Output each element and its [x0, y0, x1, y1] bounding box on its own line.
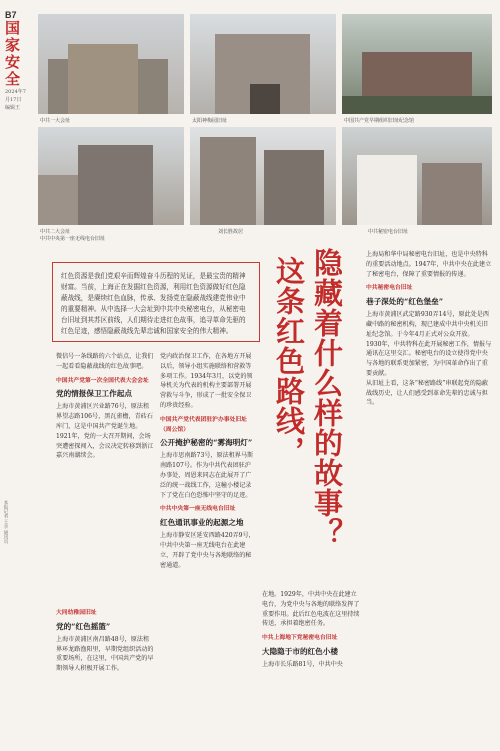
photo-caption-6: 刘长胜故居: [218, 229, 244, 235]
section-title: 红色通讯事业的起源之地: [160, 518, 244, 528]
photo-caption-2: 太阳神梅园旧址: [192, 118, 228, 124]
article-column-4: [366, 250, 492, 744]
section-kicker: 中国共产党第一次全国代表大会会址: [56, 377, 149, 384]
section-title: 大隐隐于市的红色小楼: [262, 646, 338, 656]
byline-note: 本报记者 王亲 通讯员: [3, 500, 8, 544]
editor-name: 编辑王: [5, 105, 21, 111]
col3-p2: 上海市长乐路81号，中共中央: [262, 660, 343, 668]
photo-site-1: [38, 14, 184, 114]
headline-line-1: 隐藏着什么样的故事？: [310, 248, 344, 548]
col1b-p1: 上海市黄浦区南昌路48号，原法租界环龙路渔阳里，早期党组织活动的重要场所，在这里，中国共产党的早期领导人积极开展工作。: [56, 635, 154, 673]
intro-box: [52, 262, 260, 342]
section-title: 党的“红色摇篮”: [56, 621, 111, 631]
photo-site-6: [342, 127, 492, 225]
section-kicker: 中共秘密电台旧址: [366, 285, 413, 292]
photo-site-3: [342, 14, 492, 114]
col4-p2: 上海市黄浦区武定路930弄14号，原此处是西藏中路的秘密机构，现已建成中共中央机关旧址纪念馆。于今年4月正式对公众开放。: [366, 311, 489, 338]
article-column-2: [160, 352, 256, 744]
photo-caption-7: 中共秘密电台旧址: [368, 229, 409, 235]
section-title: 巷子深处的“红色堡垒”: [366, 297, 444, 307]
section-title: 公开掩护秘密的“雾海明灯”: [160, 438, 253, 448]
article-column-1: [56, 352, 154, 602]
col2-p2: 上海市思南路73号，原法租界马斯南路107号。作为中共代表团驻沪办事处，周恩来同志在此展开了广泛的统一战线工作，这幢小楼记录下了党在白色恐怖中坚守的足迹。: [160, 452, 254, 499]
section-kicker: 大同幼稚园旧址: [56, 610, 97, 616]
col2-p1: 党内政治保卫工作，在各地方开展以后，领导小组实施联络和营救等多项工作。1934年3月，以党的领导机关为代表的机构主要部署开展营救与斗争，形成了一批安全保卫的珍贵经验。: [160, 353, 253, 409]
article-column-1b: [56, 604, 154, 744]
photo-site-2: [190, 14, 336, 114]
col1-p1: 微信号一条线路的六个站点，让我们一起看看隐蔽战线的红色故事吧。: [56, 353, 154, 370]
section-title: 国家安全: [5, 19, 21, 88]
photo-site-5: [190, 127, 336, 225]
photo-caption-1: 中共一大会址: [40, 118, 71, 124]
section-kicker: 中共中央第一座无线电台旧址: [160, 506, 236, 513]
col4-p4: 从旧址上看，这条“秘密路线”串联起党的隐蔽战线历史，让人们感受到革命先辈的忠诚与担当。: [366, 379, 489, 407]
photo-site-4: [38, 127, 184, 225]
intro-text: 红色资源是我们党艰辛而辉煌奋斗历程的见证，是最宝贵的精神财富。当前，上海正在发掘红色资源，利用红色资源做好红色隐蔽战线，是赓续红色血脉，传承、发扬党在隐蔽战线建党伟业中的重要精神。从中选择一大会址到中共中央秘密电台，从秘密电台旧址到其苏区前线，人们期待走进红色故事，追寻革命先驱的红色足迹，感悟隐蔽战线先辈忠诚和国家安全的伟大精神。: [61, 272, 246, 335]
section-kicker: 中国共产党代表团驻沪办事处旧址（周公馆）: [160, 416, 247, 433]
photo-grid: [38, 14, 492, 240]
col3-p1: 在地。1929年，中共中央在此建立电台，为党中央与各地的联络发挥了重要作用。此后红色电波在这里持续传送，承担着绝密任务。: [262, 591, 360, 628]
issue-date: 2024年7月17日: [5, 89, 26, 103]
photo-caption-4: 中共二大会址: [40, 229, 71, 235]
left-rail: [0, 10, 30, 140]
headline-line-2: 这条红色路线，: [272, 256, 306, 466]
col4-p3: 1930年，中共特科在此开展秘密工作，情报与通讯在这里交汇。秘密电台的设立使得党中央与各地的联系更加紧密，为中国革命作出了重要贡献。: [366, 340, 492, 377]
masthead: [0, 0, 500, 9]
col1-p2: 上海市黄浦区兴业路76号，原法租界望志路106号，黑瓦雀檐，青砖石库门，这是中国共产党诞生地。1921年，党的一大召开期间，会场突遭密探闯入，会议决定转移到浙江嘉兴南湖续会。: [56, 403, 154, 460]
page-number: B7: [5, 10, 17, 20]
photo-caption-5: 中共中央第一座无线电台旧址: [40, 236, 106, 242]
col2-p3: 上海市静安区延安西路420弄9号，中共中央第一座无线电台在此建立，开辟了党中央与各地联络的秘密通道。: [160, 532, 255, 569]
article-column-3: [262, 590, 362, 744]
col4-p1: 上海局和华中局秘密电台旧址，也是中央特科的重要活动地点。1947年，中共中央在此建立了秘密电台，保障了重要情报的传递。: [366, 251, 492, 278]
photo-caption-3: 中国共产党早期组织旧址纪念馆: [344, 118, 415, 124]
section-title: 党的情报保卫工作起点: [56, 389, 132, 399]
section-kicker: 中共上海地下党秘密电台旧址: [262, 635, 338, 642]
